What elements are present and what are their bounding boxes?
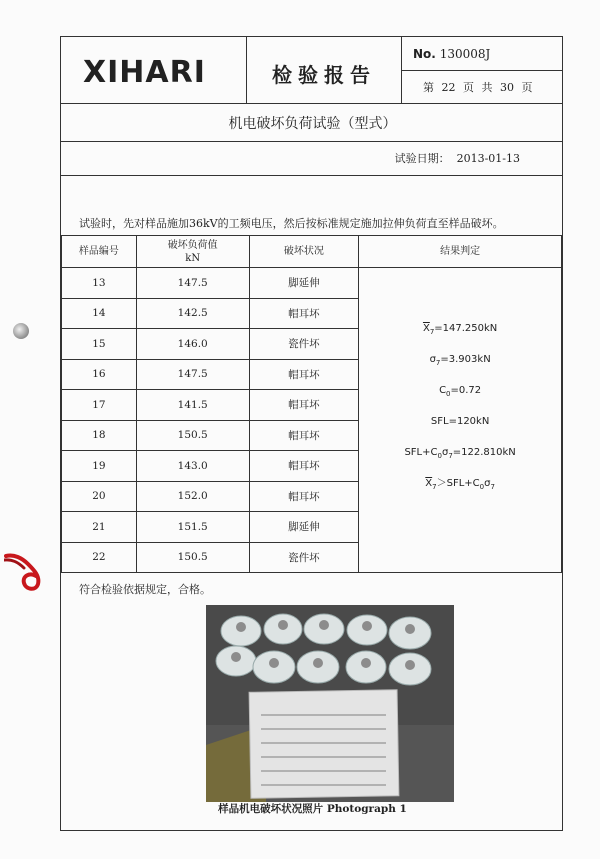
load-value: 147.5 <box>136 268 249 299</box>
load-value: 151.5 <box>136 512 249 543</box>
load-value: 143.0 <box>136 451 249 482</box>
header-condition: 破坏状况 <box>249 236 359 268</box>
page-info: 第 22 页 共 30 页 <box>423 81 533 94</box>
result-sigma: $\sigma_7=3.903kN$ <box>429 354 491 367</box>
result-comparison: $\overline{X}_7>SFL+C_0\sigma_7$ <box>425 478 495 491</box>
damage-condition: 帽耳坏 <box>249 481 359 512</box>
load-value: 147.5 <box>136 359 249 390</box>
damage-condition: 帽耳坏 <box>249 390 359 421</box>
sample-no: 17 <box>62 390 137 421</box>
company-logo: XIHARI <box>83 55 206 90</box>
result-sfl: SFL=120kN <box>430 416 490 427</box>
damage-condition: 脚延伸 <box>249 268 359 299</box>
sample-no: 13 <box>62 268 137 299</box>
result-mean: $\overline{X}_7=147.250kN$ <box>422 323 498 336</box>
result-c0: $C_0=0.72$ <box>439 385 482 398</box>
damage-condition: 瓷件坏 <box>249 542 359 573</box>
section-subtitle: 机电破坏负荷试验（型式） <box>228 116 397 132</box>
load-value: 150.5 <box>136 420 249 451</box>
damage-condition: 帽耳坏 <box>249 298 359 329</box>
header-result: 结果判定 <box>359 236 562 268</box>
red-string-tag-icon <box>4 550 46 594</box>
test-description: 试验时，先对样品施加36kV的工频电压，然后按标准规定施加拉伸负荷直至样品破坏。 <box>79 217 504 230</box>
sample-photo <box>206 605 454 802</box>
header-load: 破坏负荷值 kN <box>136 236 249 268</box>
sample-no: 14 <box>62 298 137 329</box>
table-row <box>62 268 562 299</box>
table-header-row <box>62 236 562 268</box>
damage-condition: 瓷件坏 <box>249 329 359 360</box>
result-sfl-combo: $SFL+C_0\sigma_7=122.810kN$ <box>404 447 516 460</box>
sample-no: 18 <box>62 420 137 451</box>
load-value: 146.0 <box>136 329 249 360</box>
sample-no: 20 <box>62 481 137 512</box>
report-title: 检验报告 <box>272 63 376 87</box>
damage-condition: 脚延伸 <box>249 512 359 543</box>
report-frame <box>60 36 563 831</box>
damage-condition: 帽耳坏 <box>249 359 359 390</box>
sample-no: 16 <box>62 359 137 390</box>
load-value: 152.0 <box>136 481 249 512</box>
sample-no: 21 <box>62 512 137 543</box>
report-number: No. 130008J <box>413 47 491 61</box>
header-sample-no: 样品编号 <box>62 236 137 268</box>
sample-no: 19 <box>62 451 137 482</box>
test-date: 试验日期： 2013-01-13 <box>394 152 520 165</box>
results-table <box>61 235 562 573</box>
damage-condition: 帽耳坏 <box>249 451 359 482</box>
punch-hole <box>13 323 29 339</box>
sample-no: 15 <box>62 329 137 360</box>
result-judgement <box>359 268 562 573</box>
sample-no: 22 <box>62 542 137 573</box>
load-value: 150.5 <box>136 542 249 573</box>
photo-caption: 样品机电破坏状况照片 Photograph 1 <box>218 803 407 815</box>
damage-condition: 帽耳坏 <box>249 420 359 451</box>
conclusion-text: 符合检验依据规定，合格。 <box>79 583 211 596</box>
load-value: 141.5 <box>136 390 249 421</box>
load-value: 142.5 <box>136 298 249 329</box>
